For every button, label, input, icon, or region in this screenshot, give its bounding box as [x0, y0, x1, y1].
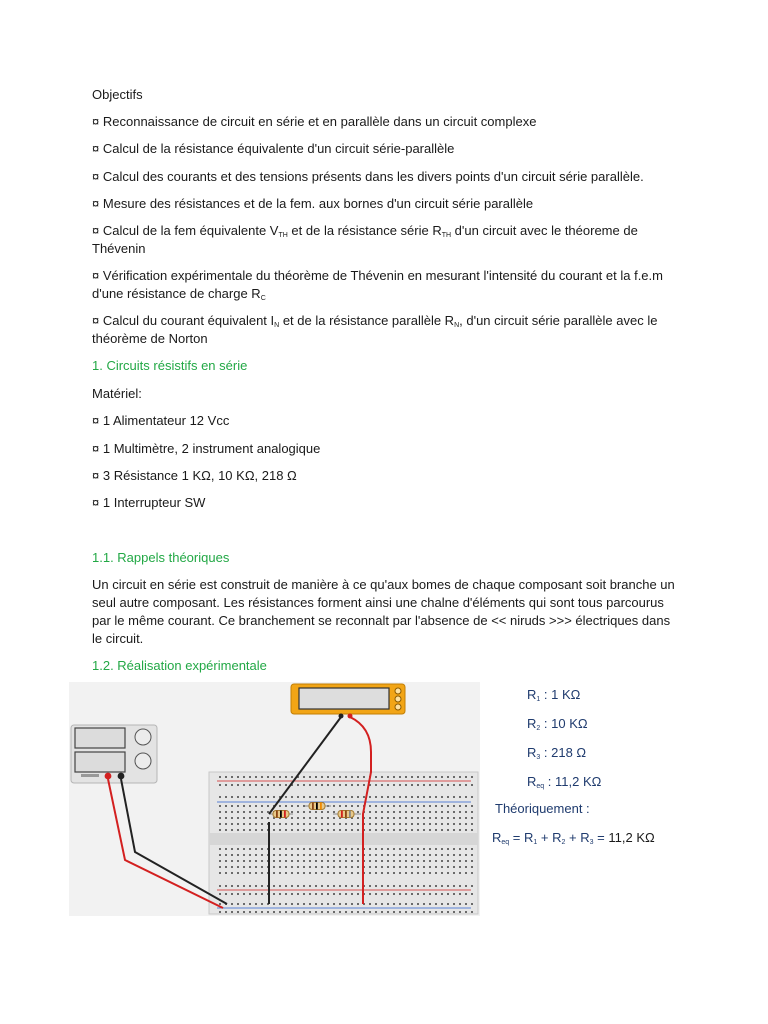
value-text: : 218 Ω — [540, 745, 587, 760]
subscript: C — [260, 295, 266, 302]
operator: + — [565, 830, 581, 845]
bullet-glyph: ¤ — [92, 141, 100, 156]
body-paragraph: Un circuit en série est construit de manière à ce qu'aux bomes de chaque composant soit branche un seul autre composant. Les résistances forment ainsi une chalne d'éléments qui sont tous parcourus par le même courant. Ce branchement se reconnalt par l'absence de << niruds >>> électriques dans le circuit. — [92, 577, 675, 646]
section-heading: 1.2. Réalisation expérimentale — [92, 658, 267, 673]
objective-text: , d'un circuit série parallèle avec le théorème de Norton — [92, 313, 658, 346]
bullet-glyph: ¤ — [92, 169, 100, 184]
objective-text: Calcul du courant équivalent I — [102, 313, 275, 328]
material-text: 1 Alimentateur 12 Vcc — [102, 413, 230, 428]
subscript: eq — [536, 783, 545, 790]
subscript: 1 — [536, 696, 541, 703]
subscript: 3 — [536, 754, 541, 761]
value-r2 — [527, 715, 588, 733]
symbol: R — [580, 830, 590, 845]
bullet-glyph: ¤ — [92, 268, 100, 283]
bullet-glyph: ¤ — [92, 413, 100, 428]
symbol: R — [552, 830, 562, 845]
objective-text: d'un circuit avec le théoreme de Thévenin — [92, 223, 638, 256]
objective-text: et de la résistance parallèle R — [279, 313, 455, 328]
symbol: R — [492, 830, 502, 845]
power-supply — [71, 725, 157, 783]
objective-item — [92, 222, 682, 258]
bullet-glyph: ¤ — [92, 313, 100, 328]
section-heading: 1.1. Rappels théoriques — [92, 550, 230, 565]
bullet-glyph: ¤ — [92, 495, 100, 510]
symbol: R — [527, 687, 537, 702]
symbol: R — [527, 716, 537, 731]
value-text: : 1 KΩ — [540, 687, 581, 702]
objective-text: Calcul de la résistance équivalente d'un circuit série-parallèle — [102, 141, 455, 156]
objective-item — [92, 267, 682, 303]
objective-item — [92, 168, 682, 186]
multimeter — [291, 684, 405, 719]
value-text: : 10 KΩ — [540, 716, 588, 731]
objective-text: et de la résistance série R — [287, 223, 442, 238]
material-item — [92, 412, 682, 430]
materiel-label: Matériel: — [92, 386, 142, 401]
material-item — [92, 494, 682, 512]
objective-item — [92, 140, 682, 158]
material-text: 3 Résistance 1 KΩ, 10 KΩ, 218 Ω — [102, 468, 297, 483]
objective-text: Vérification expérimentale du théorème de Thévenin en mesurant l'intensité du courant et la f.e.m d'une résistance de charge R — [92, 268, 663, 301]
theoretical-label: Théoriquement : — [495, 801, 590, 816]
bullet-glyph: ¤ — [92, 223, 100, 238]
subscript: eq — [501, 839, 510, 846]
breadboard — [209, 772, 478, 914]
value-r3 — [527, 744, 586, 762]
subscript: N — [274, 322, 280, 329]
material-item — [92, 467, 682, 485]
subscript: 1 — [533, 839, 538, 846]
breadboard-circuit-figure — [69, 682, 480, 916]
value-text: : 11,2 KΩ — [544, 774, 602, 789]
symbol: R — [527, 774, 537, 789]
req-formula — [492, 829, 655, 847]
value-req — [527, 773, 601, 791]
objective-text: Calcul de la fem équivalente V — [102, 223, 279, 238]
material-item — [92, 440, 682, 458]
operator: = — [593, 830, 609, 845]
result-value: 11,2 KΩ — [608, 830, 655, 845]
subscript: TH — [441, 232, 452, 239]
subscript: N — [454, 322, 460, 329]
material-text: 1 Interrupteur SW — [102, 495, 206, 510]
symbol: R — [527, 745, 537, 760]
section-heading: 1. Circuits résistifs en série — [92, 358, 248, 373]
subscript: 2 — [536, 725, 541, 732]
operator: + — [537, 830, 553, 845]
objective-item — [92, 312, 682, 348]
objective-item — [92, 195, 682, 213]
objective-text: Reconnaissance de circuit en série et en parallèle dans un circuit complexe — [102, 114, 537, 129]
material-text: 1 Multimètre, 2 instrument analogique — [102, 441, 321, 456]
subscript: TH — [278, 232, 288, 239]
subscript: 3 — [589, 839, 594, 846]
value-r1 — [527, 686, 580, 704]
bullet-glyph: ¤ — [92, 114, 100, 129]
objective-item — [92, 113, 682, 131]
operator: = — [509, 830, 525, 845]
symbol: R — [524, 830, 534, 845]
objectives-title: Objectifs — [92, 87, 143, 102]
bullet-glyph: ¤ — [92, 441, 100, 456]
objective-text: Calcul des courants et des tensions présents dans les divers points d'un circuit série parallèle. — [102, 169, 644, 184]
subscript: 2 — [561, 839, 566, 846]
objective-text: Mesure des résistances et de la fem. aux bornes d'un circuit série parallèle — [102, 196, 534, 211]
bullet-glyph: ¤ — [92, 196, 100, 211]
bullet-glyph: ¤ — [92, 468, 100, 483]
